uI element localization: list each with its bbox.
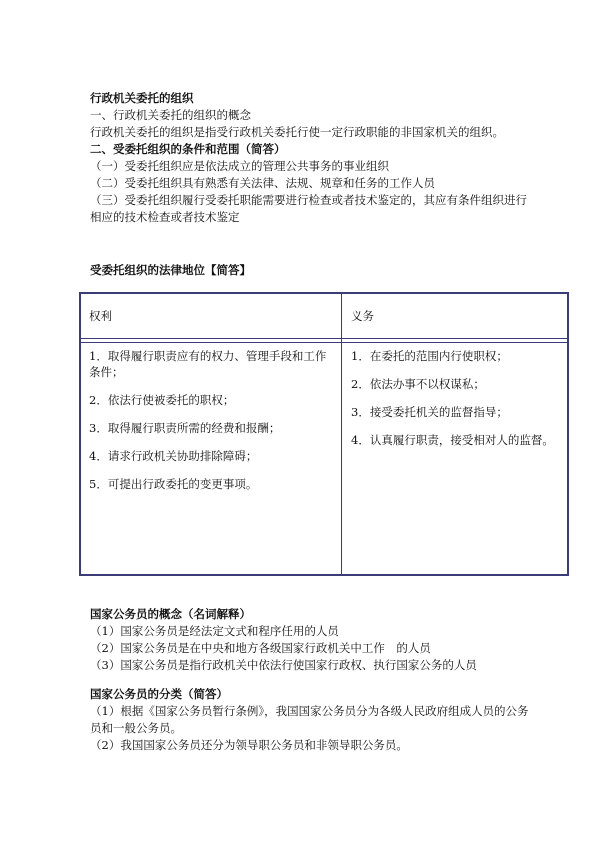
duties-item: 3．接受委托机关的监督指导； — [351, 405, 508, 419]
header-divider — [81, 338, 567, 339]
condition-item: （三）受委托组织履行受委托职能需要进行检查或者技术鉴定的，其应有条件组织进行相应的技术检查或者技术鉴定 — [90, 193, 527, 224]
section-title: 国家公务员的分类（简答） — [90, 687, 228, 701]
rights-item: 5．可提出行政委托的变更事项。 — [89, 477, 258, 491]
classification-item: （2）我国国家公务员还分为领导职公务员和非领导职公务员。 — [90, 738, 408, 752]
duties-item: 2．依法办事不以权谋私； — [351, 377, 485, 391]
rights-item: 2．依法行使被委托的职权； — [89, 393, 235, 407]
section-title: 行政机关委托的组织 — [90, 91, 194, 105]
duties-item: 1．在委托的范围内行使职权； — [351, 349, 508, 363]
concept-item: （1）国家公务员是经法定文式和程序任用的人员 — [90, 624, 339, 638]
column-divider — [341, 294, 342, 574]
rights-item: 1．取得履行职责应有的权力、管理手段和工作条件； — [89, 349, 327, 379]
concept-item: （3）国家公务员是指行政机关中依法行使国家行政权、执行国家公务的人员 — [90, 658, 477, 672]
section-civil-servant-classification — [90, 686, 530, 754]
rights-item: 4．请求行政机关协助排除障碍； — [89, 449, 258, 463]
section-title: 国家公务员的概念（名词解释） — [90, 607, 251, 621]
rights-header: 权利 — [89, 309, 112, 323]
concept-definition: 行政机关委托的组织是指受行政机关委托行使一定行政职能的非国家机关的组织。 — [90, 125, 504, 139]
classification-item: （1）根据《国家公务员暂行条例》，我国国家公务员分为各级人民政府组成人员的公务员和一般公务员。 — [90, 704, 529, 735]
rights-item: 3．取得履行职责所需的经费和报酬； — [89, 421, 281, 435]
section-entrusted-organization — [90, 90, 530, 226]
duties-item: 4．认真履行职责，接受相对人的监督。 — [351, 433, 554, 447]
duties-list — [351, 348, 561, 460]
duties-header: 义务 — [351, 309, 374, 323]
section-title: 受委托组织的法律地位【简答】 — [90, 263, 251, 277]
condition-item: （一）受委托组织应是依法成立的管理公共事务的事业组织 — [90, 159, 389, 173]
condition-item: （二）受委托组织具有熟悉有关法律、法规、规章和任务的工作人员 — [90, 176, 435, 190]
rights-list — [89, 348, 335, 504]
conditions-heading: 二、受委托组织的条件和范围（简答） — [90, 142, 286, 156]
rights-duties-table — [79, 292, 569, 576]
header-divider — [81, 342, 567, 343]
section-legal-status — [90, 262, 530, 279]
section-civil-servant-concept — [90, 606, 530, 674]
concept-item: （2）国家公务员是在中央和地方各级国家行政机关中工作 的人员 — [90, 641, 431, 655]
concept-heading: 一、行政机关委托的组织的概念 — [90, 108, 251, 122]
